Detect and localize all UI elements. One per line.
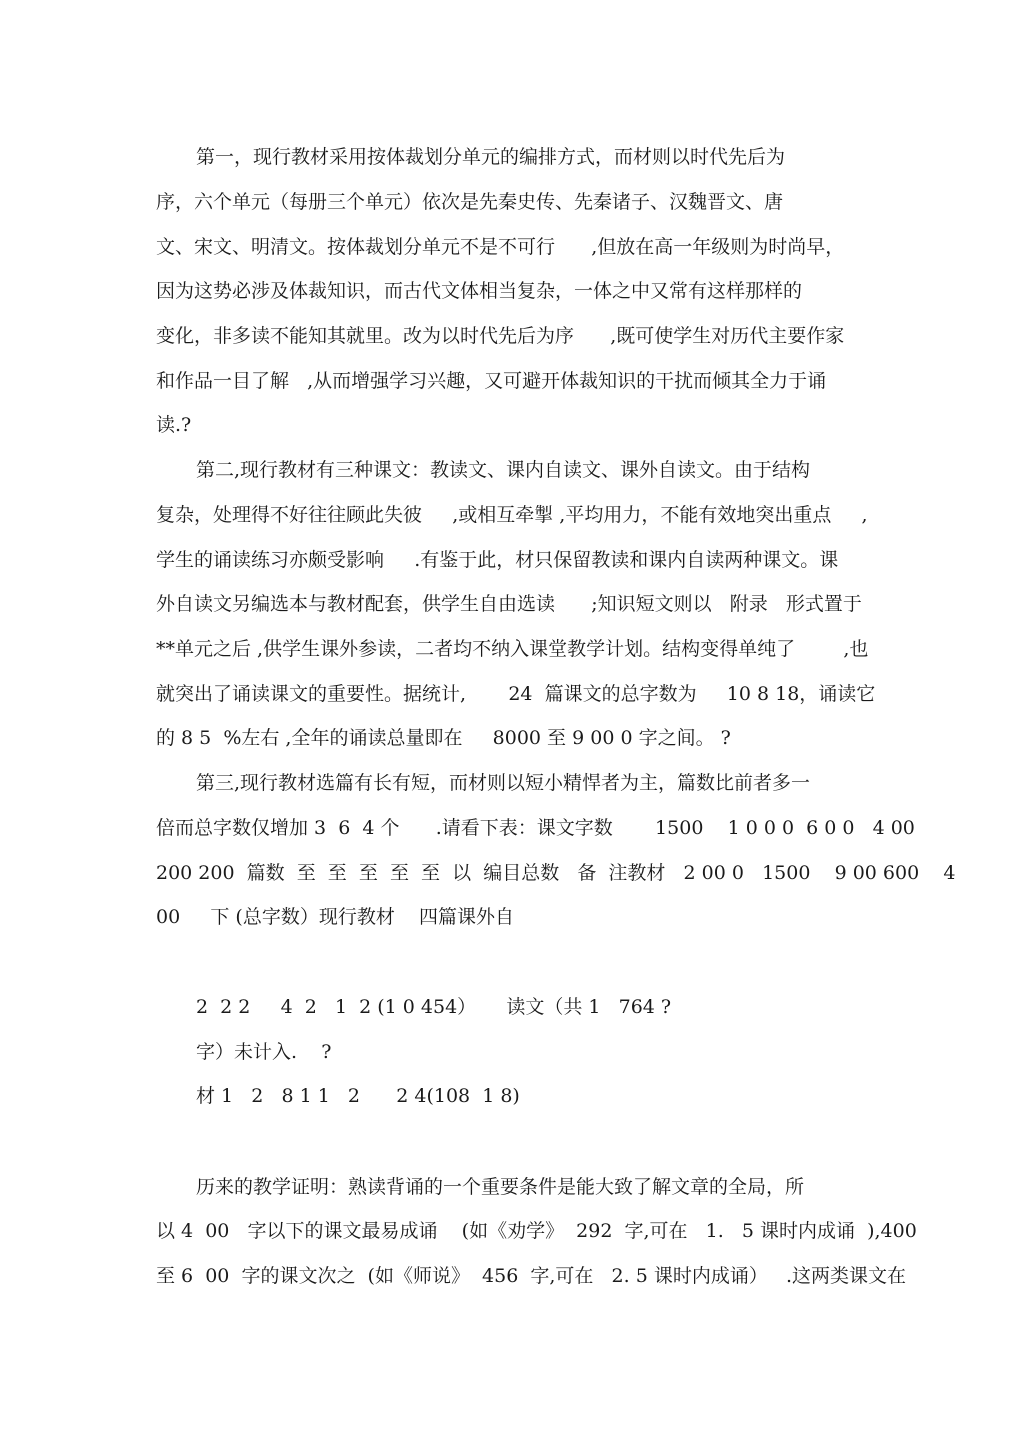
text-line: 材 1 2 8 1 1 2 2 4(108 1 8) — [196, 1085, 520, 1107]
text-line: 倍而总字数仅增加 3 6 4 个 .请看下表：课文字数 1500 1 0 0 0 6 0 0 4 00 — [156, 817, 915, 839]
text-line: 200 200 篇数 至 至 至 至 至 以 编目总数 备 注教材 2 00 0 1500 9 00 600 4 — [156, 862, 956, 884]
text-line: 第二,现行教材有三种课文：教读文、课内自读文、课外自读文。由于结构 — [196, 459, 811, 481]
text-line: 第三,现行教材选篇有长有短，而材则以短小精悍者为主，篇数比前者多一 — [196, 772, 811, 794]
text-line: 学生的诵读练习亦颇受影响 .有鉴于此，材只保留教读和课内自读两种课文。课 — [156, 549, 839, 571]
text-line: 外自读文另编选本与教材配套，供学生自由选读 ;知识短文则以 附录 形式置于 — [156, 593, 862, 615]
text-line: 因为这势必涉及体裁知识，而古代文体相当复杂，一体之中又常有这样那样的 — [156, 280, 803, 302]
text-line: 第一，现行教材采用按体裁划分单元的编排方式，而材则以时代先后为 — [196, 146, 786, 168]
text-line: 序，六个单元（每册三个单元）依次是先秦史传、先秦诸子、汉魏晋文、唐 — [156, 191, 784, 213]
text-line: 以 4 00 字以下的课文最易成诵 (如《劝学》 292 字,可在 1. 5 课时内成诵 ),400 — [156, 1220, 917, 1242]
text-line: 读.? — [156, 414, 192, 436]
text-line: 和作品一目了解 ,从而增强学习兴趣，又可避开体裁知识的干扰而倾其全力于诵 — [156, 370, 827, 392]
text-line: 字）未计入. ? — [196, 1041, 332, 1063]
text-line: 2 2 2 4 2 1 2 (1 0 454） 读文（共 1 764 ? — [196, 996, 672, 1018]
text-line: 历来的教学证明：熟读背诵的一个重要条件是能大致了解文章的全局，所 — [196, 1176, 805, 1198]
text-line: 变化，非多读不能知其就里。改为以时代先后为序 ,既可使学生对历代主要作家 — [156, 325, 845, 347]
text-line: 就突出了诵读课文的重要性。据统计, 24 篇课文的总字数为 10 8 18，诵读它 — [156, 683, 876, 705]
text-line: 00 下 (总字数）现行教材 四篇课外自 — [156, 906, 514, 928]
text-line: 文、宋文、明清文。按体裁划分单元不是不可行 ,但放在高一年级则为时尚早， — [156, 236, 845, 258]
text-line: **单元之后 ,供学生课外参读，二者均不纳入课堂教学计划。结构变得单纯了 ,也 — [156, 638, 869, 660]
text-line: 至 6 00 字的课文次之 (如《师说》 456 字,可在 2. 5 课时内成诵） .这两类课文在 — [156, 1265, 906, 1287]
text-line: 的 8 5 %左右 ,全年的诵读总量即在 8000 至 9 00 0 字之间。 ? — [156, 727, 731, 749]
text-line: 复杂，处理得不好往往顾此失彼 ,或相互牵掣 ,平均用力，不能有效地突出重点 , — [156, 504, 868, 526]
